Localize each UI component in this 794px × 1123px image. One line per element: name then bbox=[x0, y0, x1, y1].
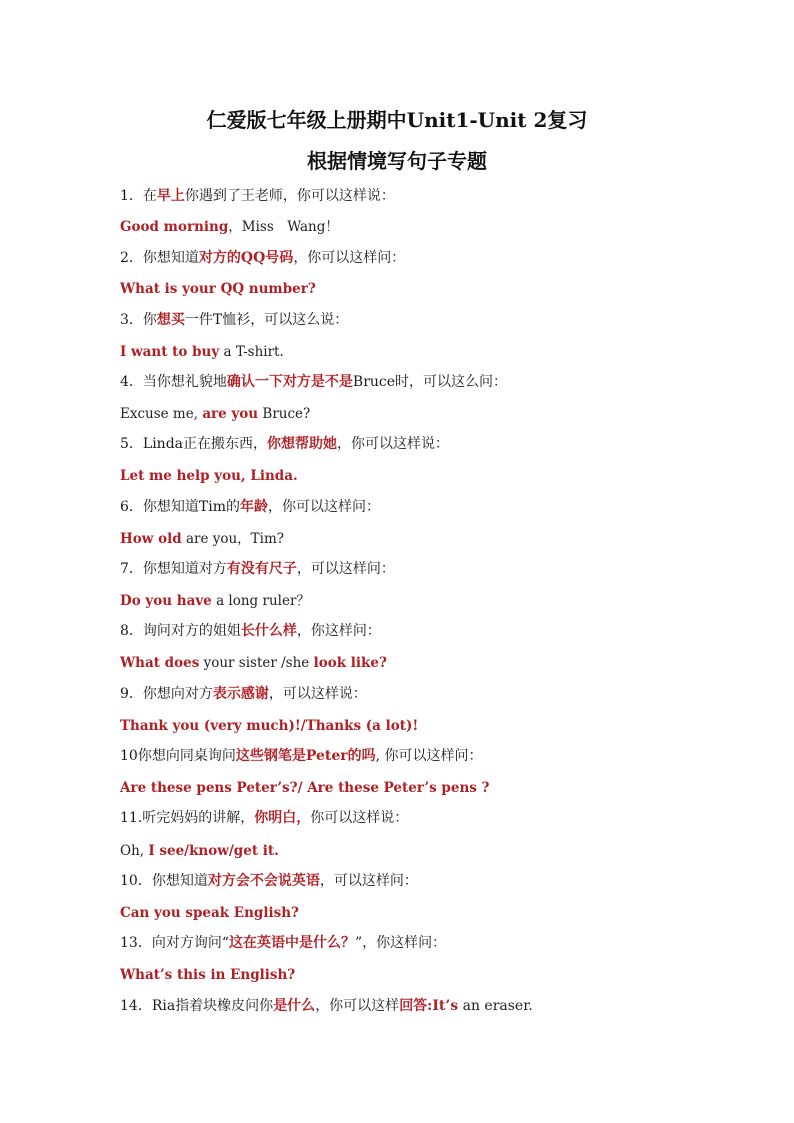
question-text: 3．你 bbox=[120, 312, 157, 328]
question-text: ，你可以这样问： bbox=[268, 499, 380, 515]
question-text: 7．你想知道对方 bbox=[120, 561, 227, 577]
question-text: 8．询问对方的姐姐 bbox=[120, 623, 241, 639]
question-keyword: 对方会不会说英语 bbox=[207, 873, 320, 889]
answer-9 bbox=[120, 716, 418, 736]
question-2 bbox=[120, 248, 405, 268]
question-keyword: 长什么样 bbox=[240, 623, 297, 639]
question-keyword: 你明白， bbox=[254, 810, 311, 826]
question-7 bbox=[120, 559, 395, 579]
question-text: 9．你想向对方 bbox=[120, 686, 213, 702]
question-keyword: 对方的QQ号码 bbox=[198, 250, 294, 266]
question-text: ，你可以这样 bbox=[315, 998, 400, 1014]
question-3 bbox=[120, 310, 348, 330]
question-text: 2．你想知道 bbox=[120, 250, 199, 266]
document-title: 仁爱版七年级上册期中Unit1-Unit 2复习 bbox=[206, 108, 588, 132]
answer-text: Bruce? bbox=[258, 406, 311, 422]
answer-3 bbox=[120, 342, 284, 362]
question-text: Bruce时，可以这么问： bbox=[352, 374, 508, 390]
answer-text: ，Miss Wang！ bbox=[228, 219, 339, 235]
answer-text: your sister /she bbox=[199, 655, 314, 671]
question-9 bbox=[120, 684, 367, 704]
answer-5 bbox=[120, 466, 298, 486]
question-4 bbox=[120, 372, 507, 392]
question-keyword: 想买 bbox=[156, 312, 185, 328]
question-text: 10你想向同桌询问 bbox=[120, 748, 236, 764]
answer-keyword: What’s this in English? bbox=[120, 967, 296, 983]
answer-keyword: are you bbox=[202, 406, 259, 422]
question-text: ，你可以这样问： bbox=[293, 250, 406, 266]
answer-text: Excuse me, bbox=[120, 406, 203, 422]
question-keyword: 你想帮助她 bbox=[267, 436, 338, 452]
answer-keyword: What does bbox=[120, 655, 200, 671]
answer-6 bbox=[120, 529, 284, 549]
question-1 bbox=[120, 186, 395, 206]
question-5 bbox=[120, 434, 449, 454]
question-keyword: 有没有尺子 bbox=[226, 561, 297, 577]
question-8 bbox=[120, 621, 381, 641]
answer-12 bbox=[120, 903, 299, 923]
answer-keyword: Let me help you, Linda. bbox=[120, 468, 298, 484]
answer-keyword: I see/know/get it. bbox=[148, 843, 279, 859]
question-text: ，可以这样问： bbox=[319, 873, 418, 889]
question-text: ，可以这样说： bbox=[268, 686, 367, 702]
question-text: 一件T恤衫，可以这么说： bbox=[184, 312, 349, 328]
question-text: , 你可以这样问： bbox=[375, 748, 483, 764]
answer-text: a long ruler bbox=[211, 593, 297, 609]
answer-text: an eraser. bbox=[458, 998, 533, 1014]
answer-text: Oh, bbox=[120, 843, 149, 859]
question-keyword: 这在英语中是什么？ bbox=[228, 935, 355, 951]
question-text: 你遇到了王老师，你可以这样说： bbox=[184, 188, 395, 204]
answer-1 bbox=[120, 217, 339, 237]
document-subtitle: 根据情境写句子专题 bbox=[307, 149, 487, 173]
answer-4 bbox=[120, 404, 310, 424]
question-text: 10．你想知道 bbox=[120, 873, 208, 889]
answer-11 bbox=[120, 841, 279, 861]
question-keyword: 这些钢笔是Peter的吗 bbox=[235, 748, 376, 764]
answer-8 bbox=[120, 653, 387, 673]
question-text: 11.听完妈妈的讲解， bbox=[120, 810, 255, 826]
answer-7 bbox=[120, 591, 310, 611]
question-keyword: 年龄 bbox=[240, 499, 268, 515]
answer-text: are you，Tim? bbox=[181, 531, 285, 547]
answer-keyword: I want to buy bbox=[120, 344, 220, 360]
question-14 bbox=[120, 996, 533, 1016]
question-6 bbox=[120, 497, 380, 517]
question-text: 6．你想知道Tim的 bbox=[120, 499, 240, 515]
answer-keyword: look like? bbox=[313, 655, 387, 671]
question-keyword: 表示感谢 bbox=[212, 686, 269, 702]
question-text: 你可以这样说： bbox=[310, 810, 409, 826]
question-10 bbox=[120, 746, 483, 766]
question-13 bbox=[120, 933, 446, 953]
question-text: 14．Ria指着块橡皮问你 bbox=[120, 998, 274, 1014]
question-text: ”，你这样问： bbox=[354, 935, 447, 951]
answer-keyword: Are these pens Peter’s?/ Are these Peter’s pens ? bbox=[120, 780, 490, 796]
answer-text: a T-shirt. bbox=[219, 344, 284, 360]
question-text: 13．向对方询问“ bbox=[120, 935, 229, 951]
answer-keyword: Good morning bbox=[120, 219, 229, 235]
answer-keyword: Thank you (very much)!/Thanks (a lot)! bbox=[120, 718, 419, 734]
question-text: ，可以这样问： bbox=[296, 561, 395, 577]
question-text: 5．Linda正在搬东西， bbox=[120, 436, 268, 452]
answer-10 bbox=[120, 778, 489, 798]
question-text: ，你这样问： bbox=[296, 623, 381, 639]
answer-keyword: What is your QQ number? bbox=[120, 281, 316, 297]
question-text: 4．当你想礼貌地 bbox=[120, 374, 227, 390]
answer-2 bbox=[120, 279, 316, 299]
question-keyword: 是什么 bbox=[273, 998, 316, 1014]
question-text: ，你可以这样说： bbox=[337, 436, 450, 452]
answer-text: ？ bbox=[296, 593, 310, 609]
answer-keyword: How old bbox=[120, 531, 182, 547]
question-12 bbox=[120, 871, 418, 891]
answer-keyword: Do you have bbox=[120, 593, 212, 609]
answer-keyword: 回答:It’s bbox=[399, 998, 459, 1014]
answer-keyword: Can you speak English? bbox=[120, 905, 299, 921]
question-text: 1．在 bbox=[120, 188, 157, 204]
question-keyword: 早上 bbox=[156, 188, 185, 204]
question-11 bbox=[120, 808, 408, 828]
answer-13 bbox=[120, 965, 295, 985]
question-keyword: 确认一下对方是不是 bbox=[226, 374, 353, 390]
